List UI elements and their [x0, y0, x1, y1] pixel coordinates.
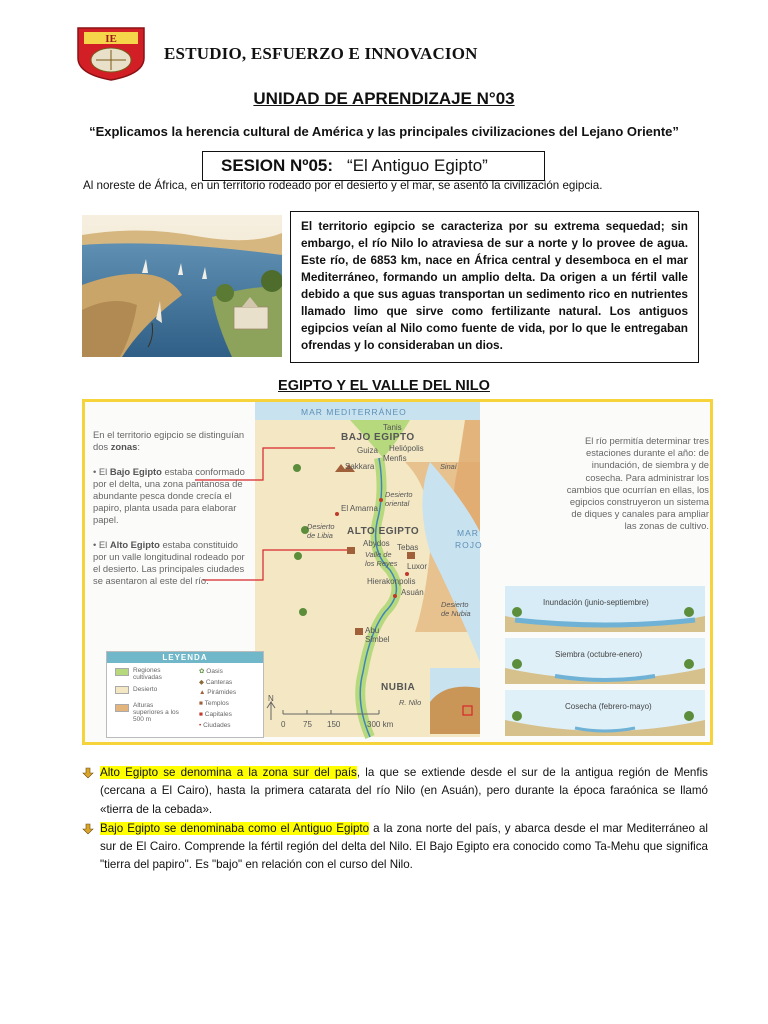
school-logo: [72, 24, 150, 82]
legend-quarries: ◆ Canteras: [199, 679, 233, 686]
temple-icon: ■: [199, 700, 203, 707]
label-bajo-egipto: BAJO EGIPTO: [341, 432, 415, 443]
label-tebas: Tebas: [397, 543, 419, 552]
label-el-amarna: El Amarna: [341, 504, 378, 513]
bullet-list: [80, 764, 708, 875]
school-motto: ESTUDIO, ESFUERZO E INNOVACION: [164, 44, 478, 63]
legend-desert: Desierto: [133, 686, 158, 693]
label-scale-300: 300 km: [367, 720, 394, 729]
label-mediterranean: MAR MEDITERRÁNEO: [301, 407, 407, 417]
season-sowing: Siembra (octubre-enero): [555, 650, 643, 659]
legend-swatch-cultivated: [115, 668, 129, 676]
label-luxor: Luxor: [407, 562, 428, 571]
highlight-bajo-egipto: Bajo Egipto se denominaba como el Antiguo Egipto: [100, 821, 370, 835]
legend-cultivated: Regiones cultivadas: [133, 667, 162, 681]
label-scale-0: 0: [281, 720, 286, 729]
text-bajo-egipto: a la zona norte del país, y abarca desde el mar Mediterráneo al sur de El Cairo. Comprende la fértil región del delta del Nilo. El Bajo Egipto era conocido como Ta-Mehu que significa "tierra del papiro". Es "bajo" en relación con el curso del Nilo.: [100, 821, 708, 872]
label-sinai: Sinaí: [440, 462, 457, 471]
season-panels: [505, 586, 705, 736]
season-harvest: Cosecha (febrero-mayo): [565, 702, 652, 711]
label-desierto-libia: Desierto de Libia: [307, 522, 335, 540]
label-asuan: Asuán: [401, 588, 424, 597]
city-icon: •: [199, 722, 202, 729]
label-abydos: Abydos: [363, 539, 390, 548]
pyramid-icon: ▲: [199, 689, 206, 696]
nile-photo: [82, 215, 282, 357]
legend-swatch-desert: [115, 686, 129, 694]
label-tanis: Tanis: [383, 423, 402, 432]
label-scale-75: 75: [303, 720, 312, 729]
seasons-explanation: El río permitía determinar tres estaciones durante el año: de inundación, de siembra y de cosecha. Para administrar los cambios que ocurrían en ellas, los egipcios construyeron un sistema de diques y canales para ampliar las zonas de cultivo.: [566, 435, 709, 532]
legend-highland: Alturas superiores a los 500 m: [133, 702, 179, 723]
legend-cities: • Ciudades: [199, 722, 231, 729]
label-desierto-nubia: Desierto de Nubia: [441, 600, 471, 618]
legend-pyramids: ▲ Pirámides: [199, 689, 237, 696]
label-alto-egipto: ALTO EGIPTO: [347, 526, 420, 537]
session-label: SESION Nº05:: [221, 156, 334, 175]
down-arrow-icon: [82, 823, 94, 835]
label-menfis: Menfis: [383, 454, 407, 463]
session-title: “El Antiguo Egipto”: [347, 156, 488, 175]
label-valle-reyes: Valle de los Reyes: [365, 550, 398, 568]
session-title-box: [202, 151, 545, 181]
capital-icon: ■: [199, 711, 203, 718]
label-scale-150: 150: [327, 720, 341, 729]
map-heading: EGIPTO Y EL VALLE DEL NILO: [278, 378, 490, 394]
quarry-icon: ◆: [199, 679, 204, 686]
map-legend: [106, 651, 264, 738]
bullet-alto-egipto: [80, 764, 708, 819]
label-north: N: [268, 694, 274, 703]
oasis-icon: ✿: [199, 668, 205, 675]
label-heliopolis: Heliópolis: [389, 444, 424, 453]
unit-title: UNIDAD DE APRENDIZAJE N°03: [253, 89, 515, 108]
bullet-bajo-egipto: [80, 820, 708, 875]
label-red-sea-2: ROJO: [455, 540, 483, 550]
label-abu-simbel: Abu Simbel: [365, 626, 390, 644]
intro-paragraph: Al noreste de África, en un territorio rodeado por el desierto y el mar, se asentó la civilización egipcia.: [83, 179, 603, 192]
nile-description-box: El territorio egipcio se caracteriza por su extrema sequedad; sin embargo, el río Nilo lo atraviesa de sur a norte y lo provee de agua. Este río, de 6853 km, nace en África central y desemboca en el mar Mediterráneo, formando un amplio delta. Da origen a un fértil valle debido a que sus aguas transportan un sedimento rico en nutrientes llamado limo que sirve como fertilizante natural. Los antiguos egipcios veían al Nilo como fuente de vida, por lo que le entregaban ofrendas y lo consideraban un dios.: [290, 211, 699, 363]
svg-text:IE: IE: [105, 33, 117, 45]
legend-oasis: ✿ Oasis: [199, 668, 223, 675]
season-flood: Inundación (junio-septiembre): [543, 598, 649, 607]
legend-title: LEYENDA: [107, 652, 263, 663]
egypt-nile-map: [82, 399, 713, 745]
down-arrow-icon: [82, 767, 94, 779]
label-desierto-oriental: Desierto oriental: [385, 490, 413, 508]
legend-swatch-highland: [115, 704, 129, 712]
highlight-alto-egipto: Alto Egipto se denomina a la zona sur del país: [100, 766, 357, 779]
label-hierakonpolis: Hierakonpolis: [367, 577, 416, 586]
zones-explanation: En el territorio egipcio se distinguían dos zonas: • El Bajo Egipto estaba conformado por el delta, una zona pantanosa de abundante pesca donde crecía el papiro, planta usada para elaborar papel. • El Alto Egipto estaba constituido por un valle longitudinal rodeado por el desierto. Las principales ciudades se asentaron al este del río.: [93, 429, 245, 587]
label-giza: Guiza: [357, 446, 378, 455]
label-red-sea-1: MAR: [457, 528, 479, 538]
text-alto-egipto: , la que se extiende desde el sur de la antigua región de Menfis (cercana a El Cairo), hasta la primera catarata del río Nilo (en Asuán), pero durante la época faraónica se llamó «tierra de la cebada».: [100, 766, 708, 816]
label-sakkara: Sakkara: [345, 462, 375, 471]
label-nubia: NUBIA: [381, 682, 416, 693]
legend-temples: ■ Templos: [199, 700, 229, 707]
unit-theme: “Explicamos la herencia cultural de América y las principales civilizaciones del Lejano Oriente”: [89, 124, 679, 139]
legend-capitals: ■ Capitales: [199, 711, 232, 718]
label-r-nilo: R. Nilo: [399, 698, 422, 707]
